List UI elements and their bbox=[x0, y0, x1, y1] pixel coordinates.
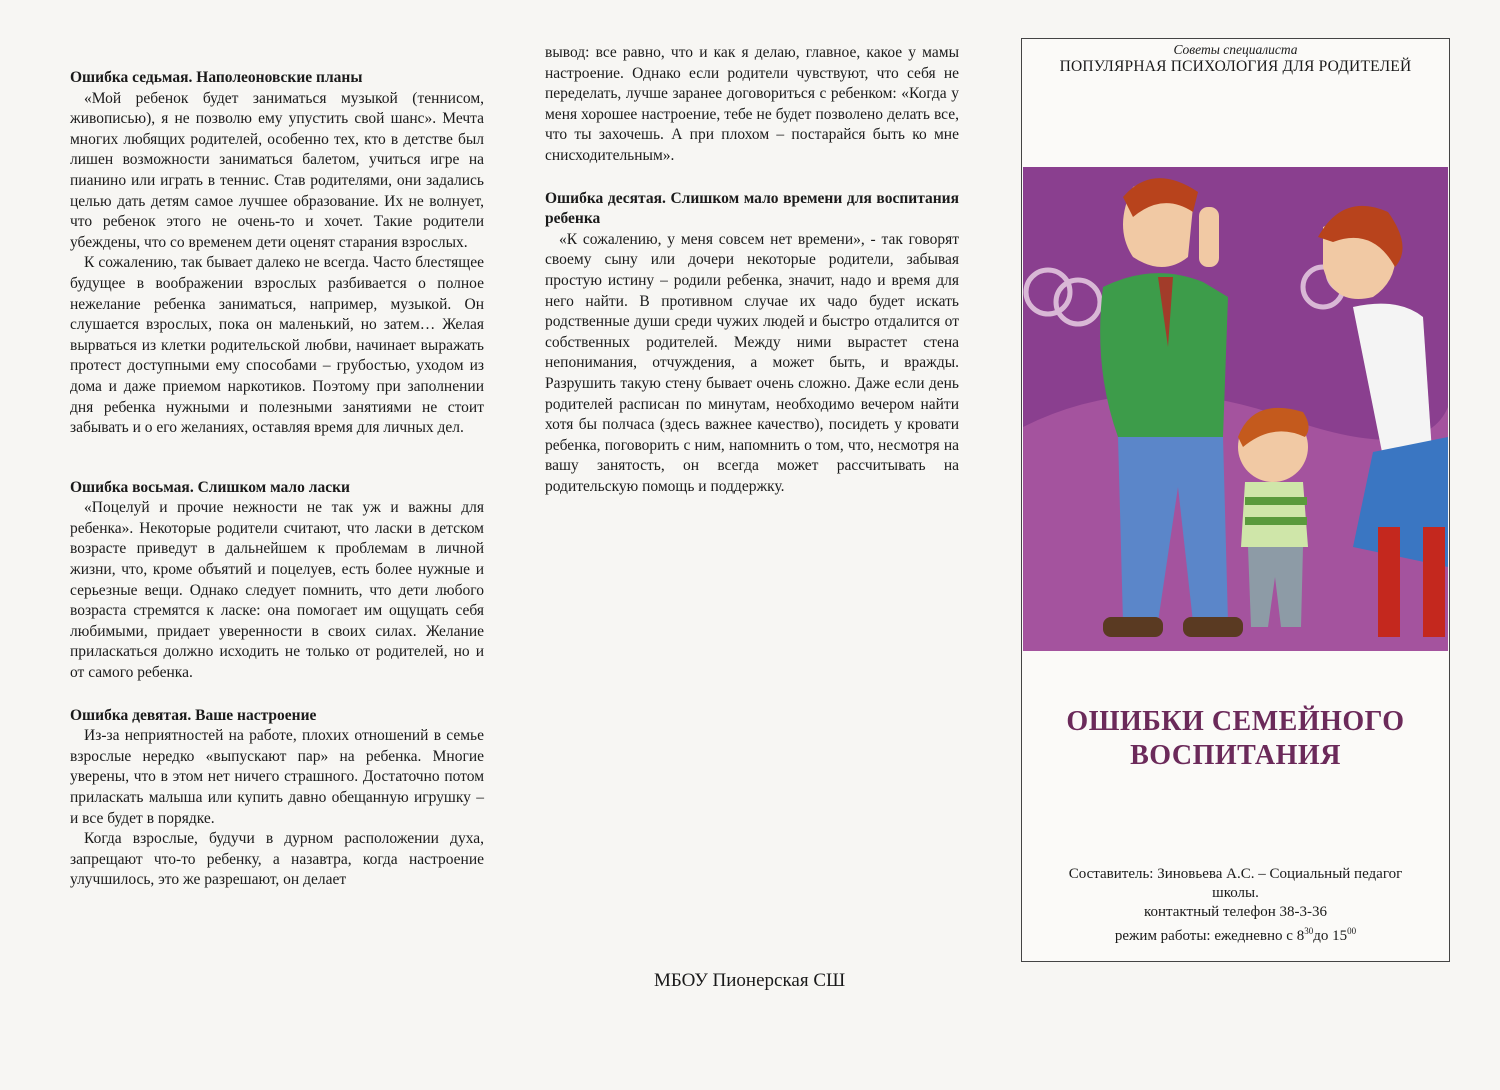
left-column bbox=[70, 68, 484, 891]
author-line: Составитель: Зиновьева А.С. – Социальный педагог bbox=[1068, 866, 1403, 882]
cover-illustration bbox=[1023, 167, 1448, 651]
phone-line: контактный телефон 38-3-36 bbox=[1143, 904, 1327, 920]
heading-mistake-7: Ошибка седьмая. Наполеоновские планы bbox=[70, 69, 363, 86]
paragraph: «Мой ребенок будет заниматься музыкой (теннисом, живописью), я не позволю ему упустить свой шанс». Мечта многих любящих родителей, особенно тех, кто в детстве был лишен возможности заниматься балетом, учиться игре на пианино или играть в теннис. Став родителями, они задались целью дать детям самое лучшее образование. Их не волнует, что ребенок этого не очень-то и хочет. Такие родители убеждены, что со временем дети оценят старания взрослых. bbox=[70, 89, 484, 251]
hours-text: до 15 bbox=[1313, 928, 1348, 944]
cover-title-line: ВОСПИТАНИЯ bbox=[1130, 740, 1341, 771]
paragraph: вывод: все равно, что и как я делаю, главное, какое у мамы настроение. Однако если родители чувствуют, что себя не переделать, лучше заранее договориться с ребенком: «Когда у меня хорошее настроение, тебе не будет позволено делать все, что ты захочешь. А при плохом – постарайся быть ко мне снисходительным». bbox=[545, 44, 959, 164]
paragraph: «Поцелуй и прочие нежности не так уж и важны для ребенка». Некоторые родители считают, что ласки в детском возрасте приведут в дальнейшем к проблемам в личной жизни, что, кроме объятий и поцелуев, есть более нужные и серьезные вещи. Однако следует помнить, что дети любого возраста стремятся к ласке: она помогает им ощущать себя любимыми, придает уверенности в своих силах. Желание приласкаться должно исходить не только от родителей, но и от самого ребенка. bbox=[70, 499, 484, 682]
hours-to-sup: 00 bbox=[1347, 926, 1357, 936]
paragraph: «К сожалению, у меня совсем нет времени», - так говорят своему сыну или дочери некоторые родители, забывая простую истину – родили ребенка, значит, надо и время для него найти. В противном случае их чадо будет искать родственные души среди чужих людей и быстро отдалится от собственных родителей. Между ними вырастет стена непонимания, отчуждения, а может быть, и вражды. Разрушить такую стену бывает очень сложно. Даже если день родителей расписан по минутам, необходимо вечером найти хотя бы полчаса (здесь важнее качество), посидеть у кровати ребенка, поговорить с ним, напомнить о том, что, несмотря на вашу занятость, он всегда может рассчитывать на родительскую помощь и поддержку. bbox=[545, 230, 959, 495]
author-line: школы. bbox=[1212, 885, 1259, 901]
paragraph: К сожалению, так бывает далеко не всегда. Часто блестящее будущее в воображении взрослых разбивается о полное нежелание ребенка заниматься, например, музыкой. Он слушается взрослых, пока он маленький, но затем… Желая вырваться из клетки родительской любви, начинает выражать протест доступными ему способами – грубостью, уходом из дома и даже приемом наркотиков. Поэтому при заполнении дня ребенка нужными и полезными занятиями не стоит забывать и о его желаниях, оставляя время для личных дел. bbox=[70, 254, 484, 437]
cover-kicker: Советы специалиста bbox=[1173, 42, 1298, 57]
heading-mistake-10: Ошибка десятая. Слишком мало времени для воспитания ребенка bbox=[545, 189, 959, 228]
paragraph: Из-за неприятностей на работе, плохих отношений в семье взрослые нередко «выпускают пар» на ребенка. Многие уверены, что в этом нет ничего страшного. Достаточно потом приласкать малыша или купить давно обещанную игрушку – и все будет в порядке. bbox=[70, 727, 484, 827]
hours-line bbox=[1022, 922, 1449, 946]
hours-from-sup: 30 bbox=[1304, 926, 1314, 936]
hours-text: режим работы: ежедневно с 8 bbox=[1114, 928, 1305, 944]
heading-mistake-9: Ошибка девятая. Ваше настроение bbox=[70, 706, 317, 724]
heading-mistake-8: Ошибка восьмая. Слишком мало ласки bbox=[70, 478, 350, 496]
cover-title bbox=[1022, 705, 1449, 773]
school-name: МБОУ Пионерская СШ bbox=[654, 970, 846, 991]
cover-series: ПОПУЛЯРНАЯ ПСИХОЛОГИЯ ДЛЯ РОДИТЕЛЕЙ bbox=[1059, 58, 1412, 75]
cover-credits bbox=[1022, 865, 1449, 946]
paragraph: Когда взрослые, будучи в дурном расположении духа, запрещают что-то ребенку, а назавтра, когда настроение улучшилось, это же разрешают, он делает bbox=[70, 830, 484, 889]
cover-panel bbox=[1021, 38, 1450, 962]
middle-column bbox=[545, 43, 959, 497]
cover-title-line: ОШИБКИ СЕМЕЙНОГО bbox=[1066, 706, 1405, 737]
